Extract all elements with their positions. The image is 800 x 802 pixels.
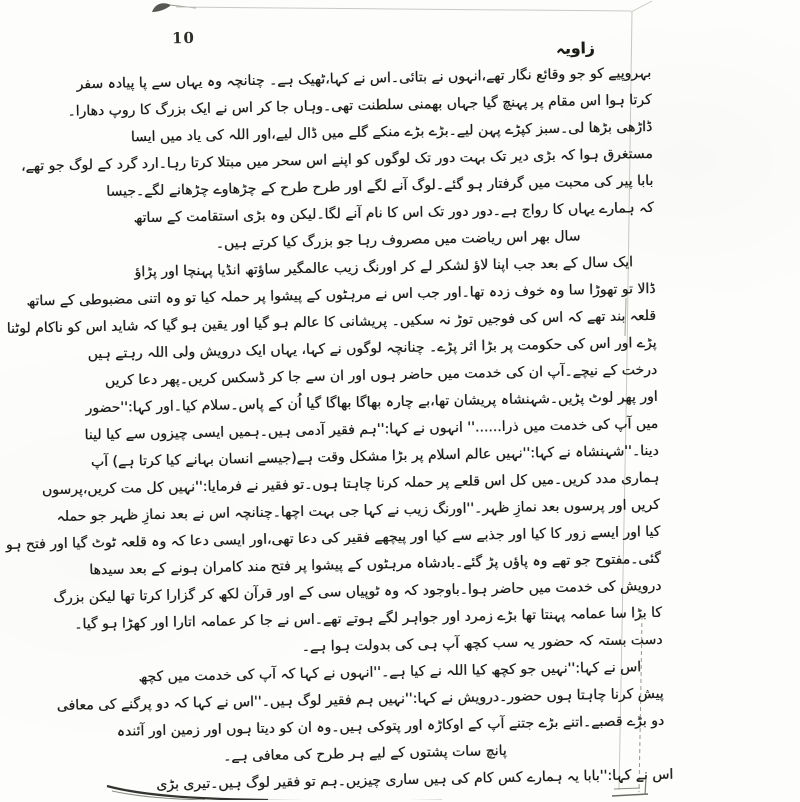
text-line: بابا پیر کی محبت میں گرفتار ہو گئے۔لوگ آنے لگے اور طرح طرح کے چڑھاوے چڑھانے لگے۔جیسا xyxy=(106,172,654,200)
text-line: کا بڑا سا عمامہ پہنتا تھا بڑے زمرد اور جواہر لگے ہوتے تھے۔اس نے جا کر عمامہ اتارا اور کھڑا ہو گیا۔ xyxy=(74,604,663,633)
text-line: اور پھر لوٹ پڑیں۔شہنشاہ پریشان تھا،بے چارہ بھاگا بھاگا گیا اُن کے پاس۔سلام کیا۔اور کہا:''حضور xyxy=(85,388,658,417)
text-line: گئی۔مفتوح جو تھے وہ پاؤں پڑ گئے۔بادشاہ مرہٹوں کے پیشوا پر فتح مند کامران ہونے کے بعد سیدھا xyxy=(89,550,662,579)
text-line: قلعہ بند تھے کہ اس کی فوجیں توڑ نہ سکیں۔ پریشانی کا عالم ہو گیا اور یقین ہو گیا کہ شاید اس کو ناکام لوٹنا xyxy=(6,307,657,337)
text-line: دینا۔''شہنشاہ نے کہا:''نہیں عالم اسلام پر بڑا مشکل وقت ہے(جیسے انسان بہانے کیا کرتا ہے) آپ xyxy=(90,442,659,471)
text-line: دست بستہ کہ حضور یہ سب کچھ آپ ہی کی بدولت ہوا ہے۔ xyxy=(301,631,663,656)
text-line: دو بڑے قصبے۔اتنے بڑے جتنے آپ کے اوکاڑہ اور پتوکی ہیں۔وہ ان کو دیتا ہوں اور زمین اور آئندہ xyxy=(116,712,665,740)
paragraph xyxy=(20,60,655,259)
text-line: درخت کے نیچے۔آپ ان کی خدمت میں حاضر ہوں اور ان سے جا کر ڈسکس کریں۔پھر دعا کریں xyxy=(104,361,658,389)
text-line: میں آپ کی خدمت میں ذرا......'' انہوں نے کہا:''ہم فقیر آدمی ہیں۔ہمیں ایسی چیزوں سے کیا لینا xyxy=(84,415,659,444)
paragraph xyxy=(5,249,663,664)
text-line: سال بھر اس ریاضت میں مصروف رہا جو بزرگ کیا کرتے ہیں۔ xyxy=(215,228,581,252)
text-line: کہ ہمارے یہاں کا رواج ہے۔دور دور تک اس کا نام آنے لگا۔لیکن وہ بڑی استقامت کے ساتھ xyxy=(133,199,655,227)
text-line: مستغرق ہوا کہ بڑی دیر تک بہت دور تک لوگوں کو اپنے اس سحر میں مبتلا کرتا رہا۔ارد گرد کے لوگ جو تھے، xyxy=(20,145,653,175)
text-line: کرتا ہوا اس مقام پر پہنچ گیا جہاں بھمنی سلطنت تھی۔وہاں جا کر اس نے ایک بزرگ کا روپ دھارا۔ xyxy=(67,91,652,120)
page-corner-mark xyxy=(152,3,171,12)
page-number: 10 xyxy=(171,28,196,48)
text-line: اس نے کہا:''بابا یہ ہمارے کس کام کی ہیں ساری چیزیں۔ہم تو فقیر لوگ ہیں۔تیری بڑی xyxy=(156,766,674,794)
page-top-edge xyxy=(176,7,631,11)
text-line: پیش کرنا چاہتا ہوں حضور۔درویش نے کہا:''نہیں ہم فقیر لوگ ہیں۔''اس نے کہا کہ دو پرگنے کی معافی xyxy=(56,685,664,714)
page-text-block xyxy=(5,35,674,799)
paragraph xyxy=(56,654,665,772)
running-title: زاویہ xyxy=(555,39,595,58)
text-line: کیا اور ایسے زور کا کیا اور جذبے سے کیا اور پیچھے فقیر کی دعا تھی،اور ایسی دعا کہ وہ قلعہ ٹوٹ گیا اور فتح ہو xyxy=(5,523,661,553)
text-line: پانچ سات پشتوں کے لیے ہر طرح کی معافی ہے۔ xyxy=(222,742,507,765)
text-line: بہروپیے کو جو وقائع نگار تھے،انہوں نے بتائی۔اس نے کہا،ٹھیک ہے۔ چنانچہ وہ یہاں سے پا پیادہ سفر xyxy=(76,64,652,93)
text-line: ڈاڑھی بڑھا لی۔سبز کپڑے پہن لیے۔بڑے بڑے منکے گلے میں ڈال لیے،اور اللہ کی یاد میں ایسا xyxy=(130,118,653,146)
text-line: پڑے اور اس کی حکومت پر بڑا اثر پڑے۔ چنانچہ لوگوں نے کہا، یہاں ایک درویش ولی اللہ رہتے ہیں xyxy=(87,334,657,363)
text-line: اس نے کہا:''نہیں جو کچھ کیا اللہ نے کیا ہے۔''انہوں نے کہا کہ آپ کی خدمت میں کچھ xyxy=(138,659,642,686)
text-line: ایک سال کے بعد جب اپنا لاؤ لشکر لے کر اورنگ زیب عالمگیر ساؤتھ انڈیا پہنچا اور پڑاؤ xyxy=(134,254,634,281)
text-line: درویش کی خدمت میں حاضر ہوا۔باوجود کہ وہ ٹوپیاں سی کے اور قرآن لکھ کر گزارا کرتا تھا لیکن بزرگ xyxy=(53,577,662,607)
text-line: ڈالا تو تھوڑا سا وہ خوف زدہ تھا۔اور جب اس نے مرہٹوں کے پیشوا پر حملہ کیا تو وہ اتنی مضبوطی کے ساتھ xyxy=(26,280,656,310)
text-line: ہماری مدد کریں۔میں کل اس قلعے پر حملہ کرنا چاہتا ہوں۔تو فقیر نے فرمایا:''نہیں کل مت کریں،پرسوں xyxy=(41,469,660,499)
text-line: کریں اور پرسوں بعد نمازِ ظہر۔''اورنگ زیب نے کہا جی بہت اچھا۔چنانچہ اس نے بعد نمازِ ظہر جو حملہ xyxy=(56,496,660,525)
body-text xyxy=(5,60,674,799)
